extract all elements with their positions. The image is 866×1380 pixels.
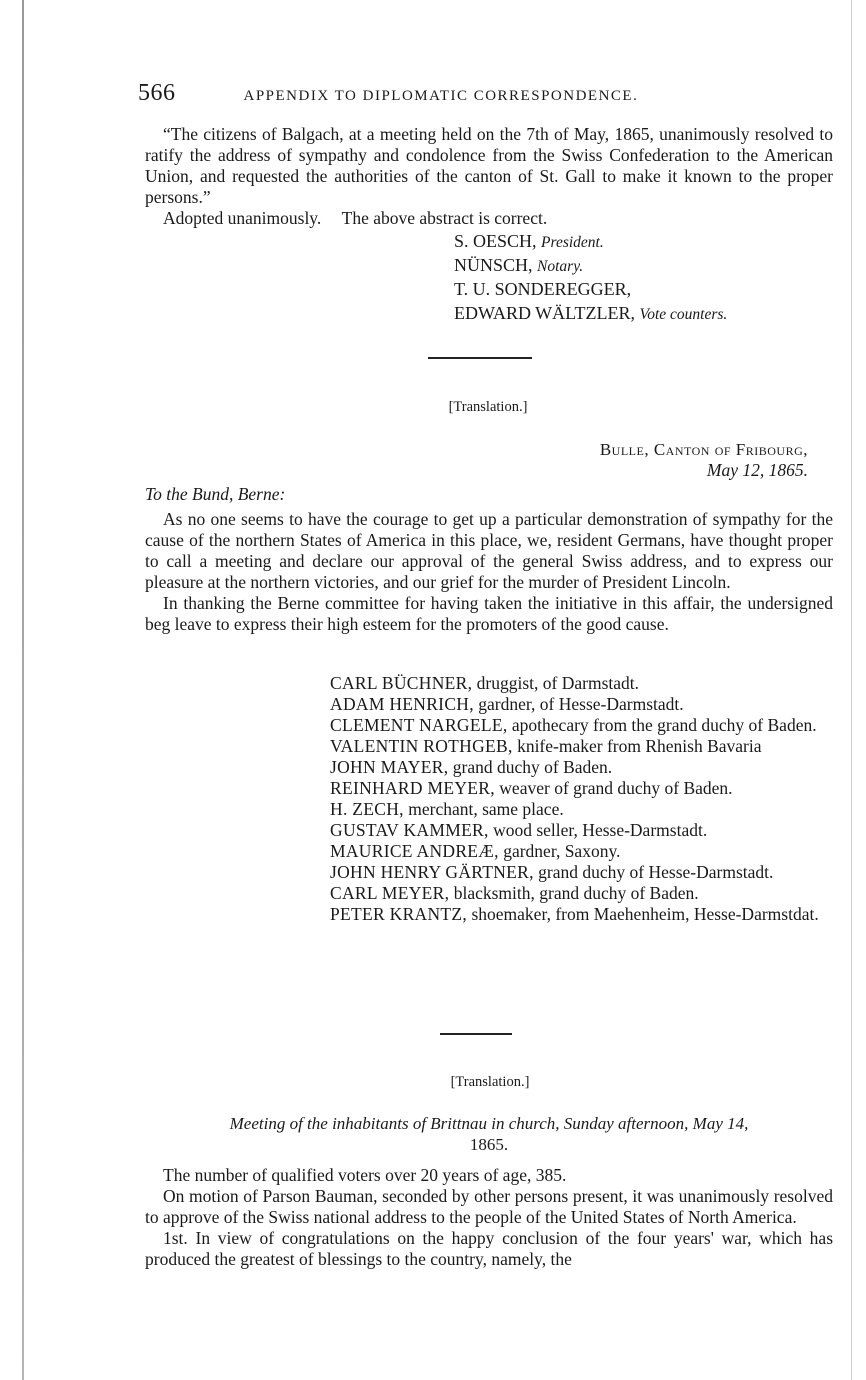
- signature-role: President.: [541, 234, 604, 251]
- signer-entry: [330, 715, 832, 736]
- signature-name: T. U. SONDEREGGER,: [454, 279, 632, 299]
- translation-label: [Translation.]: [448, 399, 528, 415]
- bulle-letter: [145, 484, 833, 635]
- signer-desc: grand duchy of Baden.: [452, 757, 613, 777]
- signer-name: ADAM HENRICH,: [330, 694, 474, 714]
- signer-name: CLEMENT NARGELE,: [330, 715, 508, 735]
- signer-name: JOHN MAYER,: [330, 757, 449, 777]
- signer-entry: [330, 841, 832, 862]
- signature-role: Vote counters.: [639, 306, 728, 323]
- signature-name: S. OESCH,: [454, 231, 537, 251]
- brittnau-paragraph: 1st. In view of congratulations on the happy conclusion of the four years' war, which has produced the greatest of blessings to the country, namely, the: [145, 1228, 833, 1269]
- signer-entry: [330, 799, 832, 820]
- brittnau-paragraph: On motion of Parson Bauman, seconded by other persons present, it was unanimously resolved to approve of the Swiss national address to the people of the United States of North America.: [145, 1186, 833, 1227]
- signer-name: MAURICE ANDREÆ,: [330, 841, 499, 861]
- signer-name: CARL MEYER,: [330, 883, 450, 903]
- running-title: APPENDIX TO DIPLOMATIC CORRESPONDENCE.: [243, 88, 639, 104]
- signer-entry: [330, 904, 832, 925]
- balgach-quote: “The citizens of Balgach, at a meeting held on the 7th of May, 1865, unanimously resolved to ratify the address of sympathy and condolence from the Swiss Confederation to the American Union, and requested the authorities of the canton of St. Gall to make it known to the proper persons.”: [145, 124, 833, 207]
- signer-name: PETER KRANTZ,: [330, 904, 468, 924]
- signer-desc: druggist, of Darmstadt.: [476, 673, 640, 693]
- signer-name: GUSTAV KAMMER,: [330, 820, 489, 840]
- signer-entry: [330, 694, 832, 715]
- abstract-text: The above abstract is correct.: [341, 208, 548, 228]
- signer-entry: [330, 862, 832, 883]
- signer-desc: shoemaker, from Maehenheim, Hesse-Darmstdat.: [471, 904, 819, 924]
- signer-desc: blacksmith, grand duchy of Baden.: [453, 883, 699, 903]
- signer-desc: gardner, Saxony.: [503, 841, 621, 861]
- signature-line: [454, 302, 834, 326]
- signer-name: CARL BÜCHNER,: [330, 673, 473, 693]
- running-header: [138, 80, 728, 107]
- adopted-text: Adopted unanimously.: [163, 208, 322, 228]
- section-divider: [428, 357, 532, 359]
- signer-desc: knife-maker from Rhenish Bavaria: [517, 736, 762, 756]
- signer-desc: grand duchy of Hesse-Darmstadt.: [538, 862, 774, 882]
- salutation: To the Bund, Berne:: [145, 484, 286, 504]
- balgach-section: [145, 124, 833, 229]
- signature-line: [454, 230, 834, 254]
- translation-label: [Translation.]: [450, 1074, 530, 1090]
- brittnau-paragraph: The number of qualified voters over 20 years of age, 385.: [163, 1165, 567, 1185]
- brittnau-body: [145, 1165, 833, 1270]
- date-text: May 12, 1865.: [706, 460, 808, 480]
- letter-paragraph: In thanking the Berne committee for having taken the initiative in this affair, the undersigned beg leave to express their high esteem for the promoters of the good cause.: [145, 593, 833, 634]
- signer-name: REINHARD MEYER,: [330, 778, 495, 798]
- place-date-block: [600, 440, 808, 481]
- date-line: [600, 460, 808, 481]
- balgach-signatures: [454, 230, 834, 326]
- meeting-heading-year: 1865.: [469, 1135, 509, 1154]
- signer-entry: [330, 757, 832, 778]
- page-number: 566: [138, 80, 176, 106]
- signer-entry: [330, 883, 832, 904]
- meeting-heading: [145, 1113, 833, 1155]
- signer-entry: [330, 778, 832, 799]
- signers-list: [330, 673, 832, 925]
- scan-left-edge: [22, 0, 24, 1380]
- signer-desc: weaver of grand duchy of Baden.: [499, 778, 733, 798]
- signature-name: NÜNSCH,: [454, 255, 533, 275]
- signer-name: VALENTIN ROTHGEB,: [330, 736, 513, 756]
- signer-name: JOHN HENRY GÄRTNER,: [330, 862, 534, 882]
- place-line: Bulle, Canton of Fribourg,: [599, 440, 808, 459]
- signature-name: EDWARD WÄLTZLER,: [454, 303, 635, 323]
- meeting-heading-line: Meeting of the inhabitants of Brittnau in church, Sunday afternoon, May 14,: [229, 1114, 749, 1133]
- signer-entry: [330, 673, 832, 694]
- signer-desc: gardner, of Hesse-Darmstadt.: [478, 694, 684, 714]
- signature-role: Notary.: [537, 258, 584, 275]
- signer-name: H. ZECH,: [330, 799, 404, 819]
- signer-entry: [330, 736, 832, 757]
- scan-right-edge: [851, 0, 852, 1380]
- signature-line: [454, 278, 834, 302]
- signer-desc: wood seller, Hesse-Darmstadt.: [493, 820, 708, 840]
- signer-desc: apothecary from the grand duchy of Baden.: [511, 715, 817, 735]
- signer-entry: [330, 820, 832, 841]
- letter-paragraph: As no one seems to have the courage to get up a particular demonstration of sympathy for the cause of the northern States of America in this place, we, resident Germans, have thought proper to call a meeting and declare our approval of the general Swiss address, and to express our pleasure at the northern victories, and our grief for the murder of President Lincoln.: [145, 509, 833, 592]
- balgach-adopted-line: [145, 208, 833, 229]
- signer-desc: merchant, same place.: [408, 799, 564, 819]
- signature-line: [454, 254, 834, 278]
- section-divider: [440, 1033, 512, 1035]
